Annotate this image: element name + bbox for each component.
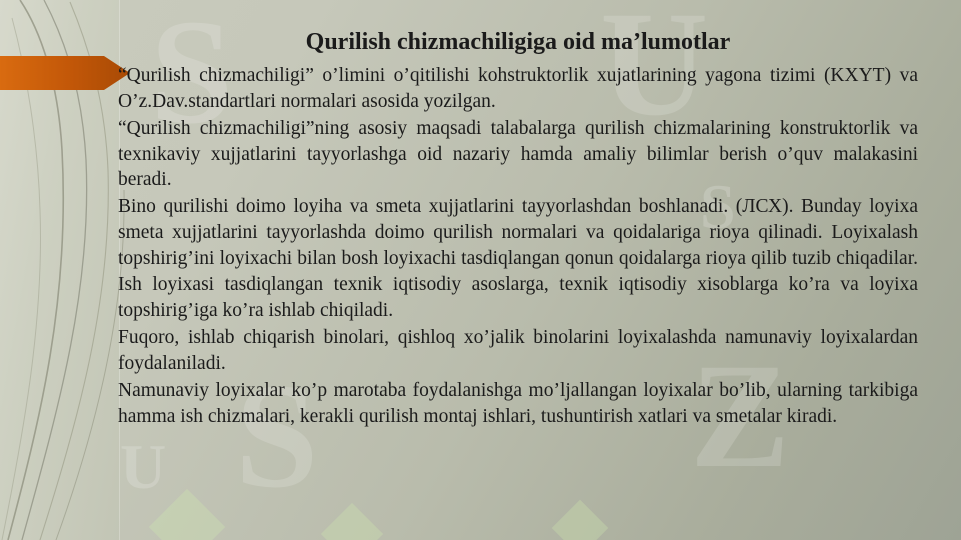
watermark-letter: S xyxy=(235,353,321,519)
diamond-decoration xyxy=(149,489,225,540)
watermark-letter: U xyxy=(120,431,169,502)
body-paragraph: Namunaviy loyixalar ko’p marotaba foydalanishga mo’ljallangan loyixalar bo’lib, ularning tarkibiga hamma ish chizmalari, kerakli qurilish montaj ishlari, tushuntirish xatlari va smetalar kiradi. xyxy=(118,379,918,427)
body-paragraph: Bino qurilishi doimo loyiha va smeta xujjatlarini tayyorlashdan boshlanadi. (ЛСХ). Bunday loyixa smeta xujjatlarini tayyorlashda doimo qurilish normalari va qoidalariga rioya qilinadi. Loyixalash topshirig’ini loyixachi bilan bosh loyixachi tasdiqlangan qonun qoidalarga rioya qilib tuzib chiqadilar. Ish loyixasi tasdiqlangan texnik iqtisodiy asoslarga, texnik iqtisodiy xisoblarga ko’ra va loyixa topshirig’iga ko’ra ishlab chiqiladi. xyxy=(118,196,918,322)
diamond-decoration xyxy=(552,500,609,540)
slide-content xyxy=(118,18,918,431)
watermark-letter: U xyxy=(600,0,711,147)
body-paragraph: “Qurilish chizmachiligi”ning asosiy maqsadi talabalarga qurilish chizmalarining konstruktorlik va texnikaviy xujjatlarini tayyorlashga oid nazariy hamda amaliy bilimlar berish o’quv malakasini beradi. xyxy=(118,117,918,191)
slide-title: Qurilish chizmachiligiga oid ma’lumotlar xyxy=(305,29,731,55)
body-paragraph: “Qurilish chizmachiligi” o’limini o’qitilishi kohstruktorlik xujatlarining yagona tizimi (KXYT) va O’z.Dav.standartlari normalari asosida yozilgan. xyxy=(118,64,918,112)
body-paragraph: Fuqoro, ishlab chiqarish binolari, qishloq xo’jalik binolarini loyixalashda namunaviy loyixalardan foydalaniladi. xyxy=(118,327,918,374)
watermark-letter: S xyxy=(700,171,738,242)
orange-arrow-decoration xyxy=(0,56,130,90)
watermark-letter: Z xyxy=(690,333,793,499)
diamond-decoration xyxy=(321,503,383,540)
watermark-letter: S xyxy=(150,0,236,155)
